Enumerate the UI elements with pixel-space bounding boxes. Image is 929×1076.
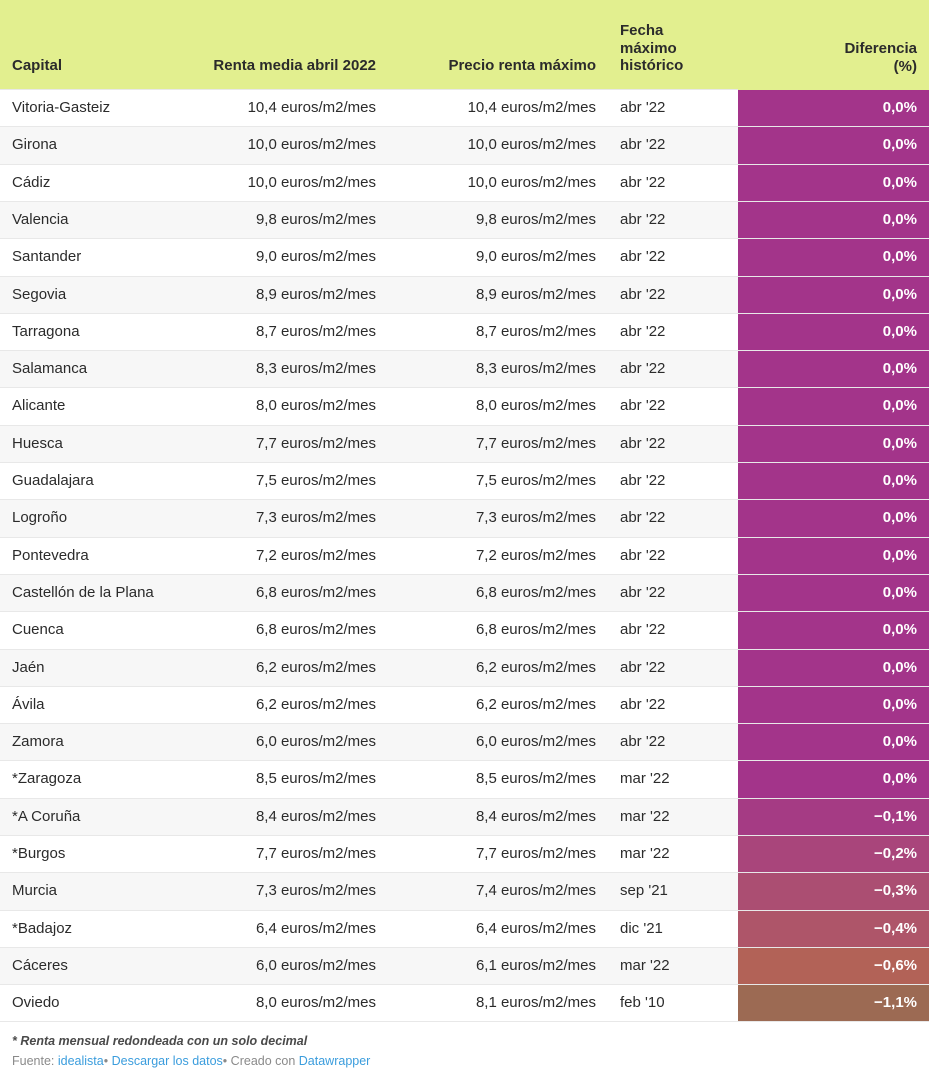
cell-fecha-maximo: sep '21 xyxy=(608,873,738,910)
table-row xyxy=(0,910,929,947)
cell-fecha-maximo: abr '22 xyxy=(608,90,738,127)
cell-precio-maximo: 6,1 euros/m2/mes xyxy=(388,947,608,984)
cell-fecha-maximo: abr '22 xyxy=(608,537,738,574)
cell-diferencia: −0,3% xyxy=(738,873,929,910)
table-body xyxy=(0,90,929,1022)
cell-capital: Salamanca xyxy=(0,351,170,388)
cell-diferencia: 0,0% xyxy=(738,425,929,462)
table-row xyxy=(0,649,929,686)
cell-capital: Girona xyxy=(0,127,170,164)
cell-renta-media: 6,2 euros/m2/mes xyxy=(170,649,388,686)
cell-fecha-maximo: abr '22 xyxy=(608,463,738,500)
cell-precio-maximo: 8,1 euros/m2/mes xyxy=(388,985,608,1022)
cell-precio-maximo: 8,4 euros/m2/mes xyxy=(388,798,608,835)
cell-fecha-maximo: mar '22 xyxy=(608,761,738,798)
cell-renta-media: 6,8 euros/m2/mes xyxy=(170,612,388,649)
table-row xyxy=(0,724,929,761)
cell-fecha-maximo: mar '22 xyxy=(608,947,738,984)
cell-capital: *Zaragoza xyxy=(0,761,170,798)
cell-capital: Ávila xyxy=(0,686,170,723)
column-header-fecha-line3: histórico xyxy=(620,57,684,75)
table-row xyxy=(0,239,929,276)
cell-fecha-maximo: abr '22 xyxy=(608,164,738,201)
table-row xyxy=(0,90,929,127)
cell-diferencia: 0,0% xyxy=(738,463,929,500)
cell-diferencia: 0,0% xyxy=(738,351,929,388)
column-header-precio-maximo[interactable] xyxy=(388,14,608,90)
table-row xyxy=(0,873,929,910)
cell-capital: *Burgos xyxy=(0,836,170,873)
table-row xyxy=(0,612,929,649)
column-header-renta-media-label: Renta media abril 2022 xyxy=(213,57,376,75)
cell-capital: Segovia xyxy=(0,276,170,313)
cell-renta-media: 8,3 euros/m2/mes xyxy=(170,351,388,388)
cell-renta-media: 6,4 euros/m2/mes xyxy=(170,910,388,947)
cell-capital: Jaén xyxy=(0,649,170,686)
header-spacer-row xyxy=(0,0,929,14)
cell-renta-media: 6,2 euros/m2/mes xyxy=(170,686,388,723)
cell-capital: Murcia xyxy=(0,873,170,910)
table-row xyxy=(0,500,929,537)
cell-diferencia: 0,0% xyxy=(738,724,929,761)
cell-fecha-maximo: abr '22 xyxy=(608,724,738,761)
separator-dot: • xyxy=(222,1054,228,1069)
table-row xyxy=(0,686,929,723)
cell-renta-media: 8,0 euros/m2/mes xyxy=(170,388,388,425)
table-row xyxy=(0,761,929,798)
cell-diferencia: −0,4% xyxy=(738,910,929,947)
table-row xyxy=(0,425,929,462)
cell-renta-media: 9,8 euros/m2/mes xyxy=(170,201,388,238)
column-header-precio-maximo-label: Precio renta máximo xyxy=(448,57,596,75)
cell-capital: Cuenca xyxy=(0,612,170,649)
cell-capital: Pontevedra xyxy=(0,537,170,574)
spacer-cell xyxy=(170,0,388,14)
cell-precio-maximo: 6,2 euros/m2/mes xyxy=(388,649,608,686)
cell-capital: *Badajoz xyxy=(0,910,170,947)
cell-capital: Zamora xyxy=(0,724,170,761)
table-row xyxy=(0,985,929,1022)
cell-fecha-maximo: abr '22 xyxy=(608,686,738,723)
column-header-diferencia-line2: (%) xyxy=(893,57,917,75)
cell-renta-media: 7,3 euros/m2/mes xyxy=(170,873,388,910)
cell-fecha-maximo: abr '22 xyxy=(608,500,738,537)
cell-capital: Logroño xyxy=(0,500,170,537)
cell-renta-media: 7,7 euros/m2/mes xyxy=(170,425,388,462)
cell-renta-media: 8,5 euros/m2/mes xyxy=(170,761,388,798)
cell-renta-media: 7,2 euros/m2/mes xyxy=(170,537,388,574)
table-header xyxy=(0,0,929,90)
cell-precio-maximo: 6,2 euros/m2/mes xyxy=(388,686,608,723)
cell-precio-maximo: 7,7 euros/m2/mes xyxy=(388,425,608,462)
cell-fecha-maximo: abr '22 xyxy=(608,388,738,425)
cell-capital: Santander xyxy=(0,239,170,276)
cell-fecha-maximo: abr '22 xyxy=(608,201,738,238)
cell-diferencia: 0,0% xyxy=(738,90,929,127)
table-row xyxy=(0,313,929,350)
cell-renta-media: 10,4 euros/m2/mes xyxy=(170,90,388,127)
cell-capital: Huesca xyxy=(0,425,170,462)
cell-precio-maximo: 9,8 euros/m2/mes xyxy=(388,201,608,238)
cell-diferencia: 0,0% xyxy=(738,612,929,649)
cell-diferencia: 0,0% xyxy=(738,276,929,313)
cell-diferencia: −0,6% xyxy=(738,947,929,984)
cell-capital: Vitoria-Gasteiz xyxy=(0,90,170,127)
cell-precio-maximo: 6,0 euros/m2/mes xyxy=(388,724,608,761)
cell-capital: Guadalajara xyxy=(0,463,170,500)
cell-precio-maximo: 9,0 euros/m2/mes xyxy=(388,239,608,276)
table-row xyxy=(0,798,929,835)
column-header-capital-label: Capital xyxy=(12,57,63,75)
cell-fecha-maximo: mar '22 xyxy=(608,836,738,873)
cell-capital: Cáceres xyxy=(0,947,170,984)
cell-fecha-maximo: abr '22 xyxy=(608,313,738,350)
table-row xyxy=(0,574,929,611)
cell-fecha-maximo: abr '22 xyxy=(608,574,738,611)
source-label: Fuente: xyxy=(12,1054,55,1069)
cell-renta-media: 7,7 euros/m2/mes xyxy=(170,836,388,873)
cell-renta-media: 6,0 euros/m2/mes xyxy=(170,947,388,984)
cell-capital: Oviedo xyxy=(0,985,170,1022)
cell-diferencia: 0,0% xyxy=(738,574,929,611)
table-row xyxy=(0,836,929,873)
cell-capital: *A Coruña xyxy=(0,798,170,835)
cell-diferencia: 0,0% xyxy=(738,537,929,574)
cell-diferencia: 0,0% xyxy=(738,388,929,425)
cell-diferencia: 0,0% xyxy=(738,201,929,238)
source-line xyxy=(12,1054,917,1068)
cell-precio-maximo: 7,3 euros/m2/mes xyxy=(388,500,608,537)
table-row xyxy=(0,351,929,388)
table-row xyxy=(0,388,929,425)
cell-precio-maximo: 8,0 euros/m2/mes xyxy=(388,388,608,425)
column-header-diferencia[interactable] xyxy=(738,14,929,90)
column-header-fecha-line2: máximo xyxy=(620,39,677,57)
spacer-cell xyxy=(608,0,738,14)
cell-renta-media: 6,0 euros/m2/mes xyxy=(170,724,388,761)
cell-fecha-maximo: mar '22 xyxy=(608,798,738,835)
cell-fecha-maximo: abr '22 xyxy=(608,649,738,686)
cell-renta-media: 10,0 euros/m2/mes xyxy=(170,164,388,201)
cell-capital: Cádiz xyxy=(0,164,170,201)
cell-diferencia: 0,0% xyxy=(738,127,929,164)
datawrapper-link[interactable]: Datawrapper xyxy=(298,1054,371,1069)
cell-diferencia: 0,0% xyxy=(738,164,929,201)
cell-renta-media: 7,3 euros/m2/mes xyxy=(170,500,388,537)
cell-diferencia: 0,0% xyxy=(738,239,929,276)
column-header-renta-media[interactable] xyxy=(170,14,388,90)
separator-dot: • xyxy=(103,1054,109,1069)
source-link-idealista[interactable]: idealista xyxy=(57,1054,104,1069)
table-row xyxy=(0,537,929,574)
column-header-fecha-maximo[interactable] xyxy=(608,14,738,90)
cell-renta-media: 6,8 euros/m2/mes xyxy=(170,574,388,611)
cell-fecha-maximo: abr '22 xyxy=(608,276,738,313)
cell-precio-maximo: 10,0 euros/m2/mes xyxy=(388,164,608,201)
cell-precio-maximo: 7,2 euros/m2/mes xyxy=(388,537,608,574)
cell-precio-maximo: 8,7 euros/m2/mes xyxy=(388,313,608,350)
cell-fecha-maximo: abr '22 xyxy=(608,351,738,388)
cell-precio-maximo: 7,7 euros/m2/mes xyxy=(388,836,608,873)
cell-fecha-maximo: feb '10 xyxy=(608,985,738,1022)
cell-precio-maximo: 6,8 euros/m2/mes xyxy=(388,574,608,611)
table-row xyxy=(0,201,929,238)
cell-diferencia: −0,1% xyxy=(738,798,929,835)
cell-fecha-maximo: dic '21 xyxy=(608,910,738,947)
cell-renta-media: 8,9 euros/m2/mes xyxy=(170,276,388,313)
cell-precio-maximo: 8,3 euros/m2/mes xyxy=(388,351,608,388)
header-row xyxy=(0,14,929,90)
column-header-capital[interactable] xyxy=(0,14,170,90)
cell-capital: Castellón de la Plana xyxy=(0,574,170,611)
cell-renta-media: 8,0 euros/m2/mes xyxy=(170,985,388,1022)
cell-precio-maximo: 7,5 euros/m2/mes xyxy=(388,463,608,500)
cell-renta-media: 9,0 euros/m2/mes xyxy=(170,239,388,276)
cell-diferencia: 0,0% xyxy=(738,761,929,798)
column-header-diferencia-line1: Diferencia xyxy=(844,40,917,58)
cell-diferencia: 0,0% xyxy=(738,649,929,686)
cell-precio-maximo: 8,5 euros/m2/mes xyxy=(388,761,608,798)
footnote: * Renta mensual redondeada con un solo decimal xyxy=(12,1034,308,1049)
column-header-fecha-line1: Fecha xyxy=(620,22,664,39)
cell-precio-maximo: 10,0 euros/m2/mes xyxy=(388,127,608,164)
cell-renta-media: 10,0 euros/m2/mes xyxy=(170,127,388,164)
cell-precio-maximo: 6,4 euros/m2/mes xyxy=(388,910,608,947)
spacer-cell xyxy=(0,0,170,14)
cell-capital: Tarragona xyxy=(0,313,170,350)
cell-fecha-maximo: abr '22 xyxy=(608,612,738,649)
table-row xyxy=(0,947,929,984)
cell-renta-media: 7,5 euros/m2/mes xyxy=(170,463,388,500)
cell-diferencia: −0,2% xyxy=(738,836,929,873)
cell-capital: Alicante xyxy=(0,388,170,425)
spacer-cell xyxy=(738,0,929,14)
cell-fecha-maximo: abr '22 xyxy=(608,239,738,276)
table-row xyxy=(0,164,929,201)
cell-capital: Valencia xyxy=(0,201,170,238)
cell-diferencia: −1,1% xyxy=(738,985,929,1022)
cell-precio-maximo: 6,8 euros/m2/mes xyxy=(388,612,608,649)
cell-diferencia: 0,0% xyxy=(738,313,929,350)
cell-fecha-maximo: abr '22 xyxy=(608,127,738,164)
table-row xyxy=(0,463,929,500)
cell-diferencia: 0,0% xyxy=(738,500,929,537)
table-row xyxy=(0,127,929,164)
cell-fecha-maximo: abr '22 xyxy=(608,425,738,462)
cell-precio-maximo: 8,9 euros/m2/mes xyxy=(388,276,608,313)
table-row xyxy=(0,276,929,313)
created-with-label: Creado con xyxy=(230,1054,296,1069)
cell-renta-media: 8,7 euros/m2/mes xyxy=(170,313,388,350)
cell-diferencia: 0,0% xyxy=(738,686,929,723)
download-data-link[interactable]: Descargar los datos xyxy=(111,1054,223,1069)
cell-precio-maximo: 10,4 euros/m2/mes xyxy=(388,90,608,127)
spacer-cell xyxy=(388,0,608,14)
chart-footer xyxy=(0,1022,929,1076)
cell-precio-maximo: 7,4 euros/m2/mes xyxy=(388,873,608,910)
cell-renta-media: 8,4 euros/m2/mes xyxy=(170,798,388,835)
